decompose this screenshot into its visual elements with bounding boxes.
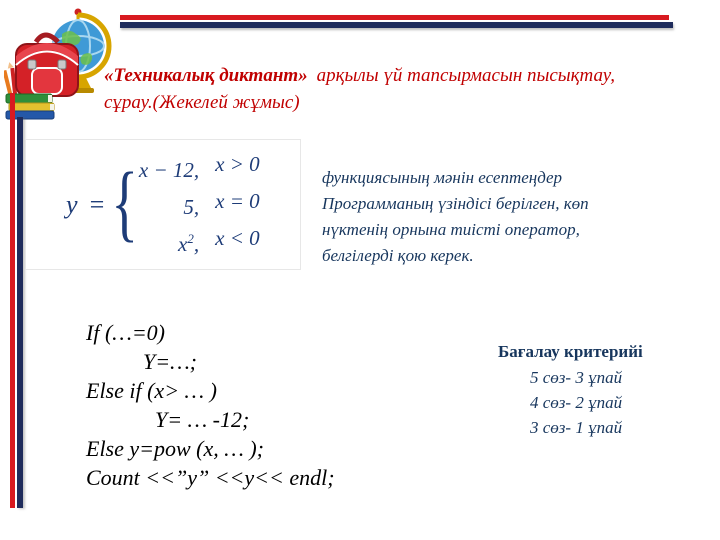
formula-cases — [139, 149, 260, 260]
code-snippet — [86, 318, 486, 492]
criteria-item: 5 сөз- 3 ұпай — [530, 368, 623, 387]
code-line: Else y=pow (x, … ); — [86, 436, 264, 461]
code-line: Count <<”y” <<y<< endl; — [86, 465, 335, 490]
title-emphasis: «Техникалық диктант» — [104, 65, 308, 86]
case-expr: $x^2$, — [178, 231, 200, 256]
criteria-item: 3 сөз- 1 ұпай — [530, 418, 623, 437]
top-navy-line — [120, 22, 673, 28]
title-line-2: сұрау.(Жекелей жұмыс) — [104, 92, 300, 113]
title-line-1 — [104, 62, 704, 89]
case-cond: x > 0 — [215, 152, 260, 176]
description-line: белгілерді қою керек. — [322, 246, 474, 265]
description-line: функциясының мәнін есептеңдер — [322, 168, 563, 187]
task-description — [322, 165, 717, 269]
slide-title — [104, 62, 704, 116]
description-line: Программаның үзіндісі берілген, көп — [322, 194, 589, 213]
left-red-line — [10, 93, 15, 508]
school-supplies-clipart — [4, 2, 118, 120]
description-line: нүктенің орнына тиісті оператор, — [322, 220, 580, 239]
criteria-heading: Бағалау критерийі — [498, 342, 643, 361]
case-cond: x < 0 — [215, 226, 260, 250]
code-line: If (…=0) — [86, 320, 165, 345]
code-line: Else if (x> … ) — [86, 378, 217, 403]
case-cond: x = 0 — [215, 189, 260, 213]
grading-criteria — [498, 339, 708, 440]
case-expr: x − 12, — [138, 158, 200, 182]
left-navy-line — [17, 117, 23, 508]
schoolbag-icon — [16, 35, 78, 96]
piecewise-formula-image — [25, 139, 301, 270]
code-line: Y= … -12; — [155, 407, 250, 432]
top-red-line — [120, 15, 669, 20]
criteria-item: 4 сөз- 2 ұпай — [530, 393, 623, 412]
title-rest: арқылы үй тапсырмасын пысықтау, — [316, 65, 615, 86]
case-expr: 5, — [183, 195, 200, 219]
code-line: Y=…; — [143, 349, 197, 374]
formula-lhs: y = — [66, 189, 108, 219]
curly-brace: { — [110, 153, 138, 250]
